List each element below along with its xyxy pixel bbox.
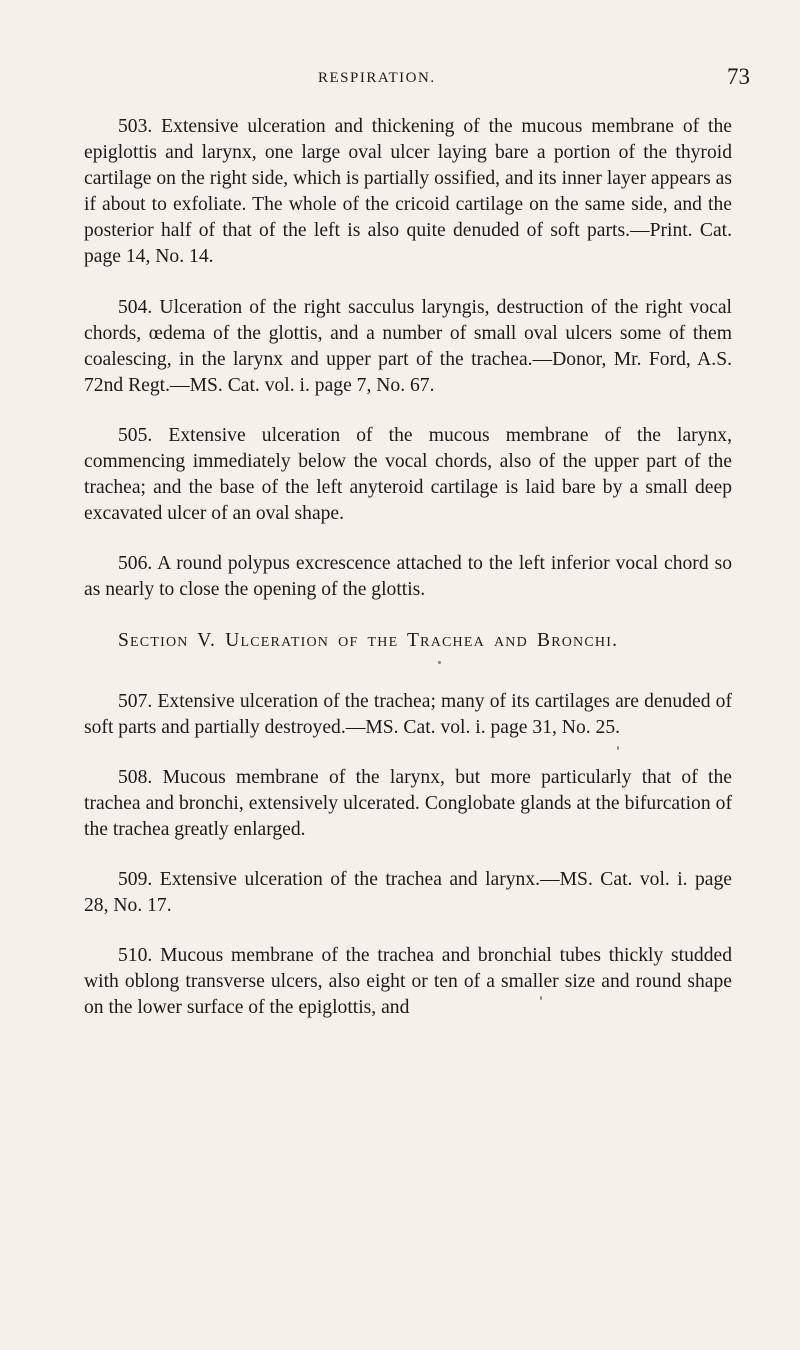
paper-speck (438, 661, 441, 664)
entry-506: 506. A round polypus excrescence attached to the left inferior vocal chord so as nearly to close the opening of the glottis. (84, 553, 732, 601)
page-number: 73 (727, 64, 750, 89)
entry-505: 505. Extensive ulceration of the mucous membrane of the larynx, commencing immediately below the vocal chords, also of the upper part of the trachea; and the base of the left anyteroid cartilage is laid bare by a small deep excavated ulcer of an oval shape. (84, 424, 732, 525)
entry-503: 503. Extensive ulceration and thickening of the mucous membrane of the epiglottis and larynx, one large oval ulcer laying bare a portion of the thyroid cartilage on the right side, which is partially ossified, and its inner layer appears as if about to exfoliate. The whole of the cricoid cartilage on the same side, and the posterior half of that of the left is also quite denuded of soft parts.—Print. Cat. page 14, No. 14. (84, 116, 732, 268)
running-title: RESPIRATION. (318, 70, 436, 86)
text-block (84, 114, 732, 1021)
paper-speck (540, 996, 542, 1000)
entry-504: 504. Ulceration of the right sacculus laryngis, destruction of the right vocal chords, œdema of the glottis, and a number of small oval ulcers some of them coalescing, in the larynx and upper part of the trachea.—Donor, Mr. Ford, A.S. 72nd Regt.—MS. Cat. vol. i. page 7, No. 67. (84, 296, 732, 396)
paper-speck (617, 746, 619, 750)
running-head (0, 64, 800, 96)
entry-508: 508. Mucous membrane of the larynx, but more particularly that of the trachea and bronchi, extensively ulcerated. Conglobate glands at the bifurcation of the trachea greatly enlarged. (84, 766, 732, 840)
entry-510: 510. Mucous membrane of the trachea and bronchial tubes thickly studded with oblong transverse ulcers, also eight or ten of a smaller size and round shape on the lower surface of the epiglottis, and (84, 945, 732, 1019)
entry-507: 507. Extensive ulceration of the trachea; many of its cartilages are denuded of soft parts and partially destroyed.—MS. Cat. vol. i. page 31, No. 25. (84, 690, 732, 738)
entry-509: 509. Extensive ulceration of the trachea and larynx.—MS. Cat. vol. i. page 28, No. 17. (84, 868, 732, 917)
section-heading: Section V. Ulceration of the Trachea and Bronchi. (118, 629, 619, 651)
